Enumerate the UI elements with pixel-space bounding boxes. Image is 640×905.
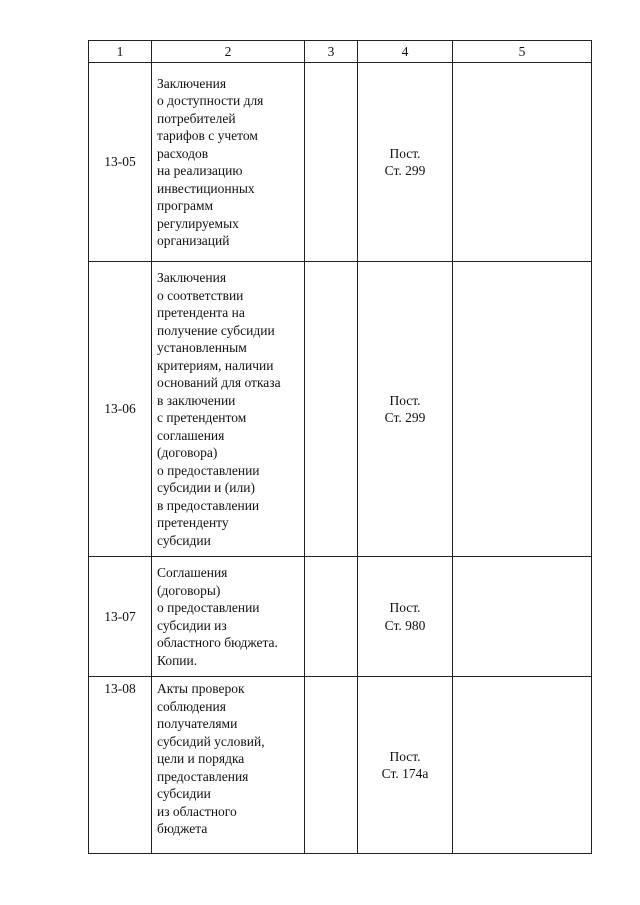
title-line: предоставления — [157, 768, 249, 784]
table-row — [89, 557, 592, 677]
title-line: претенденту — [157, 515, 229, 530]
title-line: соглашения — [157, 427, 225, 443]
column-header-1: 1 — [89, 41, 152, 63]
title-line: из областного — [157, 803, 237, 819]
row-reference — [358, 677, 453, 854]
row-reference — [358, 63, 453, 262]
title-line: (договора) — [157, 445, 218, 460]
reference-line: Ст. 174а — [381, 766, 429, 781]
title-line: программ — [157, 198, 214, 213]
title-line: организаций — [157, 233, 230, 248]
title-line: Заключения — [157, 270, 227, 285]
title-line: расходов — [157, 145, 209, 161]
table-row — [89, 677, 592, 854]
table-header-row — [89, 41, 592, 63]
title-line: в предоставлении — [157, 497, 260, 513]
row-title — [152, 262, 305, 557]
title-line: о доступности для — [157, 93, 264, 108]
table-row — [89, 63, 592, 262]
row-col5 — [453, 557, 592, 677]
reference-line: Пост. — [389, 748, 421, 764]
reference-line: Ст. 299 — [384, 163, 426, 178]
column-header-3: 3 — [305, 41, 358, 63]
title-line: претендента на — [157, 305, 245, 320]
reference-line: Пост. — [389, 392, 421, 408]
row-col5 — [453, 677, 592, 854]
title-line: на реализацию — [157, 163, 243, 178]
row-col3 — [305, 63, 358, 262]
title-line: соблюдения — [157, 698, 226, 714]
title-line: установленным — [157, 340, 247, 355]
title-line: областного бюджета. — [157, 635, 278, 650]
title-line: бюджета — [157, 821, 208, 836]
reference-line: Ст. 299 — [384, 410, 426, 425]
row-title — [152, 677, 305, 854]
row-code: 13-06 — [89, 262, 152, 557]
records-table — [88, 40, 592, 854]
title-line: получение субсидии — [157, 322, 275, 338]
row-reference — [358, 557, 453, 677]
title-line: регулируемых — [157, 215, 239, 231]
reference-line: Ст. 980 — [384, 617, 426, 633]
row-col3 — [305, 262, 358, 557]
reference-line: Пост. — [389, 600, 421, 615]
title-line: цели и порядка — [157, 751, 245, 766]
table-row — [89, 262, 592, 557]
row-col5 — [453, 262, 592, 557]
title-line: субсидий условий, — [157, 733, 265, 749]
title-line: с претендентом — [157, 410, 247, 425]
title-line: Соглашения — [157, 565, 228, 580]
row-col5 — [453, 63, 592, 262]
title-line: Акты проверок — [157, 681, 245, 696]
row-code: 13-05 — [89, 63, 152, 262]
title-line: оснований для отказа — [157, 375, 281, 390]
title-line: о соответствии — [157, 287, 244, 303]
row-code: 13-07 — [89, 557, 152, 677]
row-col3 — [305, 557, 358, 677]
title-line: критериям, наличии — [157, 357, 274, 373]
title-line: субсидии и (или) — [157, 480, 255, 495]
title-line: инвестиционных — [157, 180, 255, 196]
title-line: тарифов с учетом — [157, 128, 258, 143]
row-code: 13-08 — [89, 677, 152, 854]
row-reference — [358, 262, 453, 557]
title-line: (договоры) — [157, 582, 221, 598]
column-header-5: 5 — [453, 41, 592, 63]
column-header-2: 2 — [152, 41, 305, 63]
title-line: в заключении — [157, 392, 236, 408]
row-title — [152, 63, 305, 262]
column-header-4: 4 — [358, 41, 453, 63]
title-line: получателями — [157, 716, 238, 731]
row-col3 — [305, 677, 358, 854]
row-title — [152, 557, 305, 677]
title-line: Заключения — [157, 75, 227, 91]
title-line: о предоставлении — [157, 600, 260, 615]
title-line: субсидии — [157, 786, 211, 801]
title-line: о предоставлении — [157, 462, 260, 478]
title-line: субсидии — [157, 532, 211, 548]
title-line: субсидии из — [157, 617, 227, 633]
title-line: Копии. — [157, 652, 198, 668]
reference-line: Пост. — [389, 145, 421, 161]
title-line: потребителей — [157, 110, 236, 126]
